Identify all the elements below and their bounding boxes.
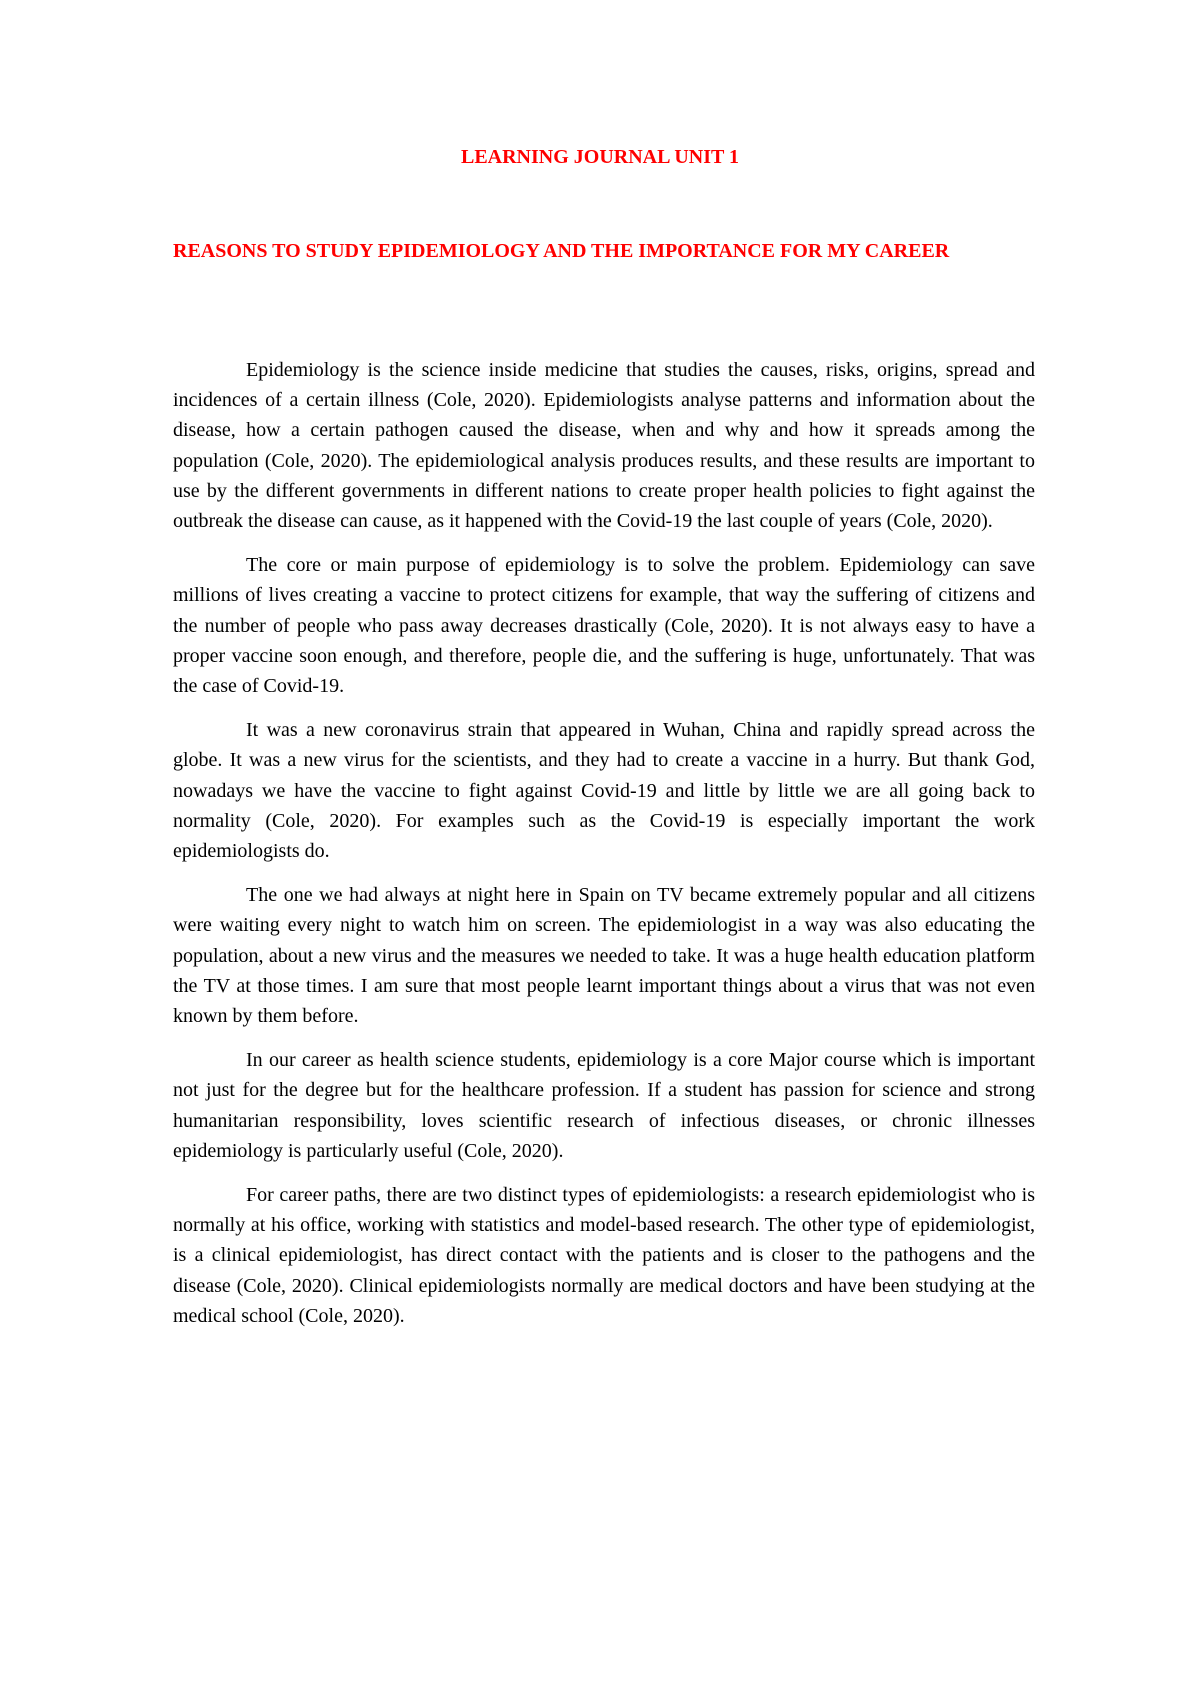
paragraph-spain-tv: The one we had always at night here in Spain on TV became extremely popular and all citizens were waiting every night to watch him on screen. The epidemiologist in a way was also educating the population, about a new virus and the measures we needed to take. It was a huge health education platform the TV at those times. I am sure that most people learnt important things about a virus that was not even known by them before. (173, 884, 1035, 1028)
paragraph-purpose: The core or main purpose of epidemiology is to solve the problem. Epidemiology can save millions of lives creating a vaccine to protect citizens for example, that way the suffering of citizens and the number of people who pass away decreases drastically (Cole, 2020). It is not always easy to have a proper vaccine soon enough, and therefore, people die, and the suffering is huge, unfortunately. That was the case of Covid-19. (173, 554, 1035, 698)
paragraph-definition: Epidemiology is the science inside medicine that studies the causes, risks, origins, spread and incidences of a certain illness (Cole, 2020). Epidemiologists analyse patterns and information about the disease, how a certain pathogen caused the disease, when and why and how it spreads among the population (Cole, 2020). The epidemiological analysis produces results, and these results are important to use by the different governments in different nations to create proper health policies to fight against the outbreak the disease can cause, as it happened with the Covid-19 the last couple of years (Cole, 2020). (173, 359, 1035, 533)
document-subtitle: REASONS TO STUDY EPIDEMIOLOGY AND THE IMPORTANCE FOR MY CAREER (173, 240, 950, 262)
document-title: LEARNING JOURNAL UNIT 1 (460, 146, 739, 168)
paragraph-coronavirus: It was a new coronavirus strain that appeared in Wuhan, China and rapidly spread across the globe. It was a new virus for the scientists, and they had to create a vaccine in a hurry. But thank God, nowadays we have the vaccine to fight against Covid-19 and little by little we are all going back to normality (Cole, 2020). For examples such as the Covid-19 is especially important the work epidemiologists do. (173, 719, 1035, 863)
document-body (173, 355, 1035, 1345)
paragraph-career: In our career as health science students, epidemiology is a core Major course which is important not just for the degree but for the healthcare profession. If a student has passion for science and strong humanitarian responsibility, loves scientific research of infectious diseases, or chronic illnesses epidemiology is particularly useful (Cole, 2020). (173, 1049, 1035, 1162)
paragraph-career-paths: For career paths, there are two distinct types of epidemiologists: a research epidemiologist who is normally at his office, working with statistics and model-based research. The other type of epidemiologist, is a clinical epidemiologist, has direct contact with the patients and is closer to the pathogens and the disease (Cole, 2020). Clinical epidemiologists normally are medical doctors and have been studying at the medical school (Cole, 2020). (173, 1184, 1035, 1327)
